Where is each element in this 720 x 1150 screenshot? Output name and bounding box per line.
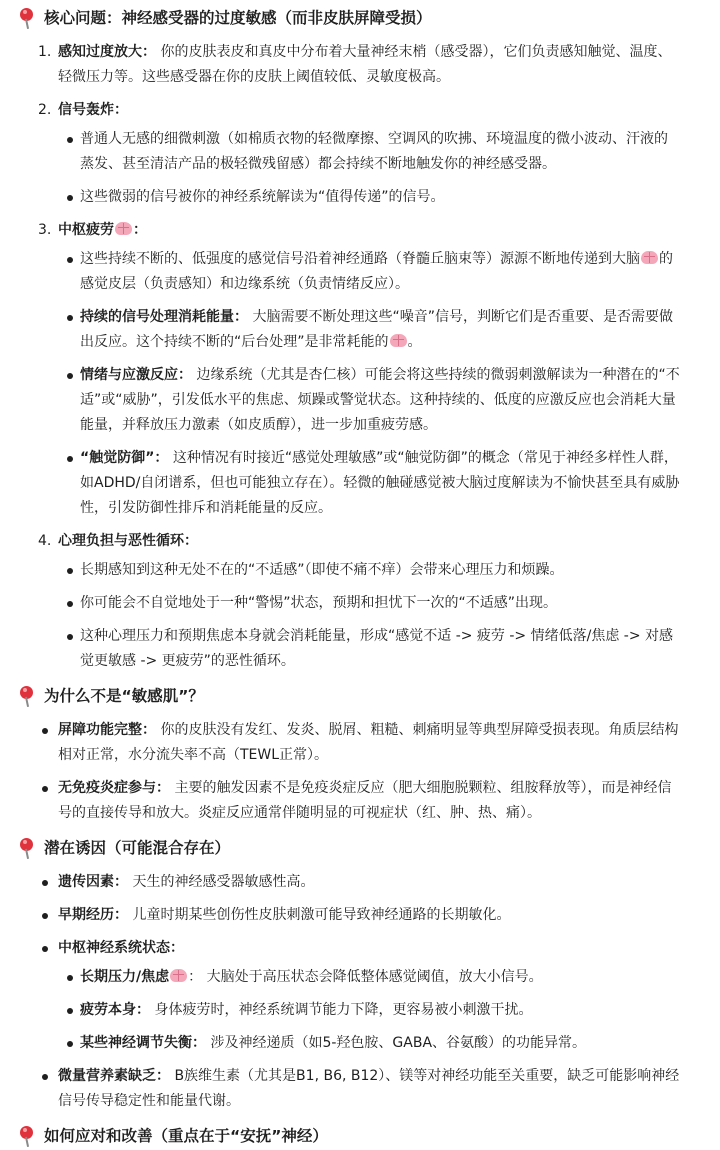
item-text: 你的皮肤表皮和真皮中分布着大量神经末梢（感受器），它们负责感知触觉、温度、轻微压力等。这些感受器在你的皮肤上阈值较低、灵敏度极高。 [58,44,672,85]
bullet-lead: 情绪与应激反应： [80,367,192,383]
bullet-item [0,1064,720,1114]
bullet-text: 边缘系统（尤其是杏仁核）可能会将这些持续的微弱刺激解读为一种潜在的“不适”或“威胁”，引发低水平的焦虑、烦躁或警觉状态。这种持续的、低度的应激反应也会消耗大量能量，并释放压力激素（如皮质醇），进一步加重疲劳感。 [80,367,680,433]
item-lead: 信号轰炸： [58,102,128,118]
bullet-item [0,718,720,768]
bullet-item [58,363,680,438]
bullet-item [58,305,680,355]
section-heading [40,1122,720,1150]
bullet-list [58,247,680,521]
section-title: 潜在诱因（可能混合存在） [44,839,231,857]
bullet-text: 主要的触发因素不是免疫炎症反应（肥大细胞脱颗粒、组胺释放等），而是神经信号的直接传导和放大。炎症反应通常伴随明显的可视症状（红、肿、热、痛）。 [58,780,672,821]
item-lead: 心理负担与恶性循环： [58,533,198,549]
item-number: 1. [38,44,52,60]
bullet-list [0,718,720,826]
section-heading [40,834,720,862]
brain-icon [115,222,132,235]
list-item [0,529,720,674]
brain-icon [170,969,187,982]
bullet-text: 天生的神经感受器敏感性高。 [128,874,315,890]
bullet-lead: 无免疫炎症参与： [58,780,170,796]
bullet-text: 的感觉皮层（负责感知）和边缘系统（负责情绪反应）。 [80,251,673,292]
bullet-lead: 早期经历： [58,907,128,923]
list-item [0,40,720,90]
bullet-lead: 长期压力/焦虑 [80,969,170,985]
list-item: 3. 中枢疲劳 ： 这些持续不断的、低强度的感觉信号沿着神经通路（脊髓丘脑束等）源源不断地传递到大脑 的感觉皮层（负责感知）和边缘系统（负责情绪反应）。 持续的信号处理消耗能量： 大脑需要不断处理这些“噪音”信号，判断它们是否重要、是否需要做出反应。这个持续不断的“后台处理”是非常耗能的 。 情绪与应激反应： 边缘系统（尤其是杏仁核）可能会将这些持续的微弱刺激解读为一种潜在的“不适”或“威胁”，引发低水平的焦虑、烦躁或警觉状态。这种持续的、低度的应激反应也会消耗大量能量，并释放压力激素（如皮质醇），进一步加重疲劳感。 “触觉防御”： 这种情况有时接近“感觉处理敏感”或“触觉防御”的概念（常见于神经多样性人群，如ADHD/自闭谱系，但也可能独立存在）。轻微的触碰感觉被大脑过度解读为不愉快甚至具有威胁性，引发防御性排斥和消耗能量的反应。 [0,218,720,521]
bullet-text: ： 大脑处于高压状态会降低整体感觉阈值，放大小信号。 [188,969,543,985]
bullet-text: 你可能会不自觉地处于一种“警惕”状态，预期和担忧下一次的“不适感”出现。 [80,595,558,611]
pushpin-icon [18,4,38,32]
bullet-item [0,903,720,928]
bullet-item [58,127,680,177]
section-title: 如何应对和改善（重点在于“安抚”神经） [44,1127,328,1145]
bullet-item [58,185,680,210]
bullet-text: 长期感知到这种无处不在的“不适感”（即使不痛不痒）会带来心理压力和烦躁。 [80,562,564,578]
item-number: 3. [38,222,52,238]
numbered-list [0,40,720,674]
bullet-item [58,558,680,583]
bullet-item [58,446,680,521]
bullet-list [58,558,680,674]
bullet-item [58,247,680,297]
section-potential-causes [0,834,720,1114]
bullet-lead: 中枢神经系统状态： [58,940,184,956]
bullet-list [0,870,720,1114]
bullet-lead: 持续的信号处理消耗能量： [80,309,248,325]
pushpin-icon [18,682,38,710]
bullet-text: 这些持续不断的、低强度的感觉信号沿着神经通路（脊髓丘脑束等）源源不断地传递到大脑 [80,251,640,267]
bullet-lead: 疲劳本身： [80,1002,150,1018]
brain-icon [641,251,658,264]
bullet-text: 身体疲劳时，神经系统调节能力下降，更容易被小刺激干扰。 [150,1002,533,1018]
section-how-to-cope [0,1122,720,1150]
bullet-item [0,936,720,1056]
section-title: 核心问题：神经感受器的过度敏感（而非皮肤屏障受损） [44,9,432,27]
item-number: 4. [38,533,52,549]
section-why-not-sensitive-skin [0,682,720,826]
section-heading [40,4,720,32]
bullet-text: 。 [407,334,422,350]
sub-bullet-item [58,998,680,1023]
bullet-item [58,591,680,616]
bullet-item [58,624,680,674]
bullet-text: 涉及神经递质（如5-羟色胺、GABA、谷氨酸）的功能异常。 [206,1035,587,1051]
bullet-lead: 某些神经调节失衡： [80,1035,206,1051]
bullet-text: 儿童时期某些创伤性皮肤刺激可能导致神经通路的长期敏化。 [128,907,511,923]
bullet-lead: “触觉防御”： [80,450,169,466]
section-core-issue [0,4,720,674]
bullet-lead: 遗传因素： [58,874,128,890]
bullet-list [58,127,680,210]
section-title: 为什么不是“敏感肌”？ [44,687,204,705]
item-lead: 中枢疲劳 [58,222,114,238]
bullet-lead: 屏障功能完整： [58,722,156,738]
bullet-text: 这种心理压力和预期焦虑本身就会消耗能量，形成“感觉不适 -> 疲劳 -> 情绪低落/焦虑 -> 对感觉更敏感 -> 更疲劳”的恶性循环。 [80,628,674,669]
sub-bullet-list [58,965,680,1056]
bullet-text: 你的皮肤没有发红、发炎、脱屑、粗糙、刺痛明显等典型屏障受损表现。角质层结构相对正常，水分流失率不高（TEWL正常）。 [58,722,679,763]
bullet-text: 这些微弱的信号被你的神经系统解读为“值得传递”的信号。 [80,189,445,205]
bullet-text: 大脑需要不断处理这些“噪音”信号，判断它们是否重要、是否需要做出反应。这个持续不断的“后台处理”是非常耗能的 [80,309,673,350]
pushpin-icon [18,1122,38,1150]
section-heading [40,682,720,710]
bullet-text: B族维生素（尤其是B1, B6, B12）、镁等对神经功能至关重要，缺乏可能影响神经信号传导稳定性和能量代谢。 [58,1068,680,1109]
bullet-lead: 微量营养素缺乏： [58,1068,170,1084]
sub-bullet-item [58,965,680,990]
item-number: 2. [38,102,52,118]
bullet-item [0,870,720,895]
brain-icon [390,334,407,347]
item-lead: 感知过度放大： [58,44,156,60]
bullet-item [0,776,720,826]
list-item [0,98,720,210]
sub-bullet-item [58,1031,680,1056]
bullet-text: 这种情况有时接近“感觉处理敏感”或“触觉防御”的概念（常见于神经多样性人群，如ADHD/自闭谱系，但也可能独立存在）。轻微的触碰感觉被大脑过度解读为不愉快甚至具有威胁性，引发防御性排斥和消耗能量的反应。 [80,450,680,516]
pushpin-icon [18,834,38,862]
bullet-text: 普通人无感的细微刺激（如棉质衣物的轻微摩擦、空调风的吹拂、环境温度的微小波动、汗液的蒸发、甚至清洁产品的极轻微残留感）都会持续不断地触发你的神经感受器。 [80,131,668,172]
